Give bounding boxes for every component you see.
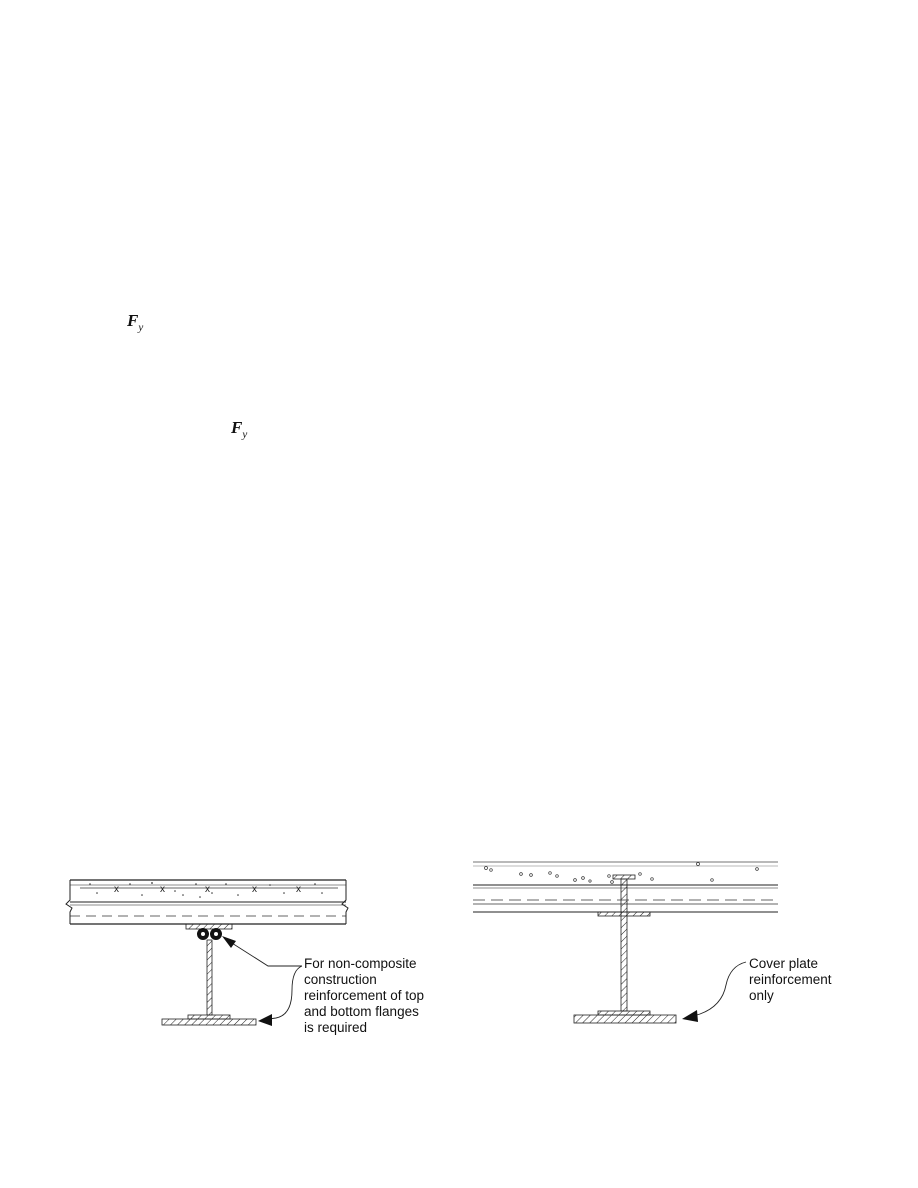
cover-plate: [574, 1015, 676, 1023]
svg-text:x: x: [205, 884, 210, 895]
bottom-flange: [188, 1015, 230, 1019]
leader-line: [690, 962, 746, 1017]
svg-text:x: x: [160, 884, 165, 895]
top-flange: [613, 875, 635, 879]
top-flange: [186, 924, 232, 929]
fy-symbol: $F_y$: [231, 418, 248, 441]
arrowhead: [682, 1010, 698, 1022]
cover-plate-note: Cover plate reinforcement only: [749, 956, 832, 1003]
fy-symbol: $F_y$: [127, 311, 144, 334]
svg-text:x: x: [252, 884, 257, 895]
non-composite-note: For non-composite construction reinforcement of top and bottom flanges is required: [304, 956, 425, 1035]
slab-flange: [598, 912, 650, 916]
leader-line: [224, 938, 302, 966]
arrowhead: [222, 936, 236, 948]
svg-text:x: x: [296, 884, 301, 895]
cover-plate: [162, 1019, 256, 1025]
leader-line: [262, 966, 302, 1020]
web: [621, 879, 627, 1011]
web: [207, 940, 212, 1015]
arrowhead: [258, 1014, 272, 1026]
svg-text:x: x: [114, 884, 119, 895]
bottom-flange: [598, 1011, 650, 1015]
concrete-slab: [66, 880, 348, 924]
cover-plate-section: [473, 862, 778, 1023]
